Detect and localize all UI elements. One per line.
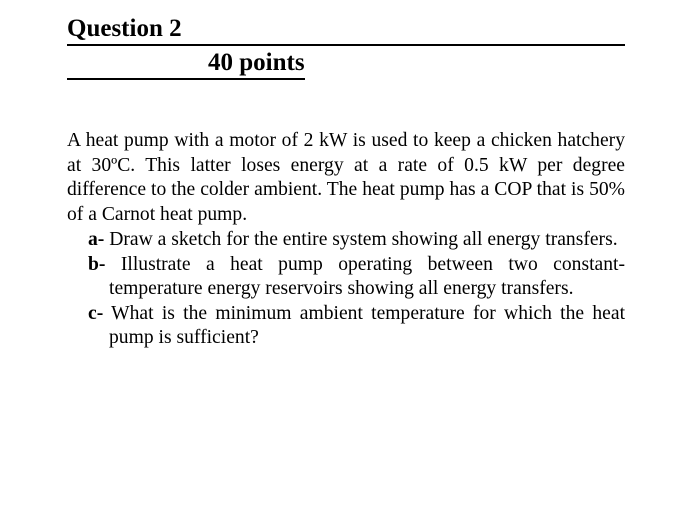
problem-part-c — [88, 302, 625, 351]
problem-part-a — [88, 228, 625, 253]
problem-statement: A heat pump with a motor of 2 kW is used to keep a chicken hatchery at 30ºC. This latter loses energy at a rate of 0.5 kW per degree difference to the colder ambient. The heat pump has a COP that is 50% of a Carnot heat pump. — [67, 130, 625, 225]
question-title-text: Question 2 — [67, 15, 182, 42]
part-label: a- — [88, 229, 105, 250]
part-label: c- — [88, 302, 104, 324]
part-text: Draw a sketch for the entire system showing all energy transfers. — [109, 229, 618, 250]
question-title — [67, 14, 625, 46]
part-label: b- — [88, 253, 106, 275]
points-label: 40 points — [67, 48, 305, 80]
part-text: Illustrate a heat pump operating between two constant-temperature energy reservoirs showing all energy transfers. — [109, 253, 625, 299]
problem-part-b — [88, 253, 625, 302]
question-points — [67, 48, 625, 78]
problem-parts-list — [88, 228, 625, 351]
part-text: What is the minimum ambient temperature for which the heat pump is sufficient? — [109, 302, 626, 348]
